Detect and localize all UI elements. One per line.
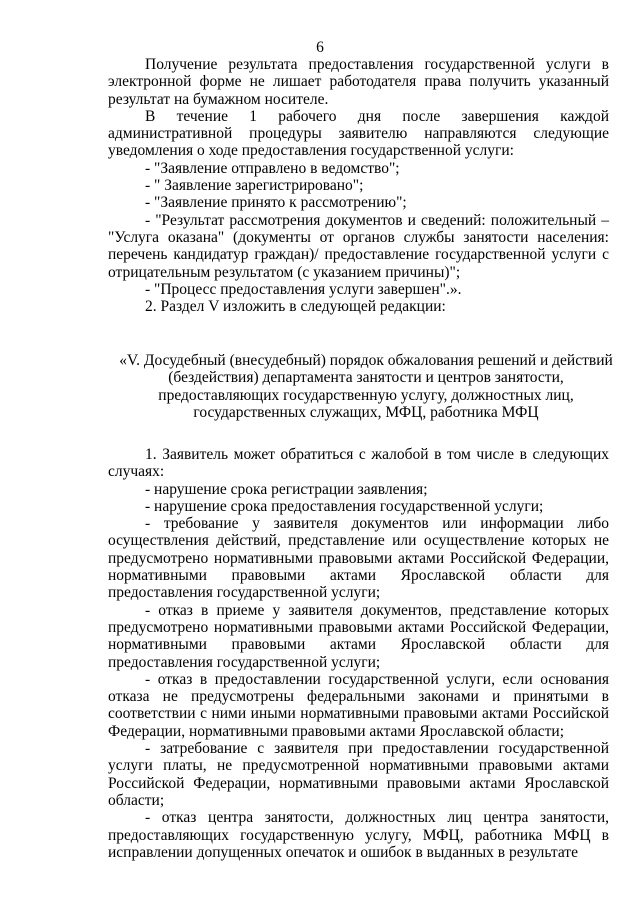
text-block-top — [108, 56, 609, 315]
list-item-notification: - "Процесс предоставления услуги завершен".». — [145, 280, 462, 298]
list-item-case: - требование у заявителя документов или информации либо осуществления действий, представление или осуществление которых не предусмотрено нормативными правовыми актами Российской Федерации, нормативными правовыми актами Ярославской области для предоставления государственной услуги; — [108, 515, 609, 602]
list-item-case: - нарушение срока предоставления государственной услуги; — [145, 497, 544, 515]
list-item-notification: - "Заявление отправлено в ведомство"; — [145, 159, 400, 177]
paragraph-section-v-instruction: 2. Раздел V изложить в следующей редакции: — [145, 298, 446, 316]
paragraph-result-electronic: Получение результата предоставления государственной услуги в электронной форме не лишает работодателя права получить указанный результат на бумажном носителе. — [108, 56, 609, 108]
list-item-case: - нарушение срока регистрации заявления; — [145, 480, 428, 498]
list-item-notification: - " Заявление зарегистрировано"; — [145, 177, 364, 195]
list-item-case: - затребование с заявителя при предоставлении государственной услуги платы, не предусмотренной нормативными правовыми актами Российской Федерации, нормативными правовыми актами Ярославской области; — [108, 740, 609, 809]
page-number: 6 — [316, 39, 324, 56]
heading-line: предоставляющих государственную услугу, должностных лиц, — [158, 386, 574, 404]
list-item-case: - отказ центра занятости, должностных лиц центра занятости, предоставляющих государственную услугу, МФЦ, работника МФЦ в исправлении допущенных опечаток и ошибок в выданных в результате — [108, 809, 609, 861]
paragraph-complaint-cases: 1. Заявитель может обратиться с жалобой в том числе в следующих случаях: — [108, 446, 609, 481]
heading-line: государственных служащих, МФЦ, работника МФЦ — [193, 403, 539, 421]
text-block-bottom — [108, 446, 609, 861]
list-item-notification: - "Заявление принято к рассмотрению"; — [145, 194, 407, 212]
heading-line: (бездействия) департамента занятости и центров занятости, — [168, 369, 564, 387]
section-heading — [108, 352, 624, 421]
list-item-notification: - "Результат рассмотрения документов и сведений: положительный – "Услуга оказана" (документы от органов службы занятости населения: перечень кандидатур граждан)/ предоставление государственной услуги с отрицательным результатом (с указанием причины)"; — [108, 211, 609, 281]
list-item-case: - отказ в приеме у заявителя документов, представление которых предусмотрено нормативными правовыми актами Российской Федерации, нормативными правовыми актами Ярославской области для предоставления государственной услуги; — [108, 601, 609, 671]
paragraph-notifications-intro: В течение 1 рабочего дня после завершения каждой административной процедуры заявителю направляются следующие уведомления о ходе предоставления государственной услуги: — [108, 107, 609, 160]
list-item-case: - отказ в предоставлении государственной услуги, если основания отказа не предусмотрены федеральными законами и принятыми в соответствии с ними иными нормативными правовыми актами Российской Федерации, нормативными правовыми актами Ярославской области; — [108, 670, 609, 740]
heading-line: «V. Досудебный (внесудебный) порядок обжалования решений и действий — [119, 352, 613, 369]
